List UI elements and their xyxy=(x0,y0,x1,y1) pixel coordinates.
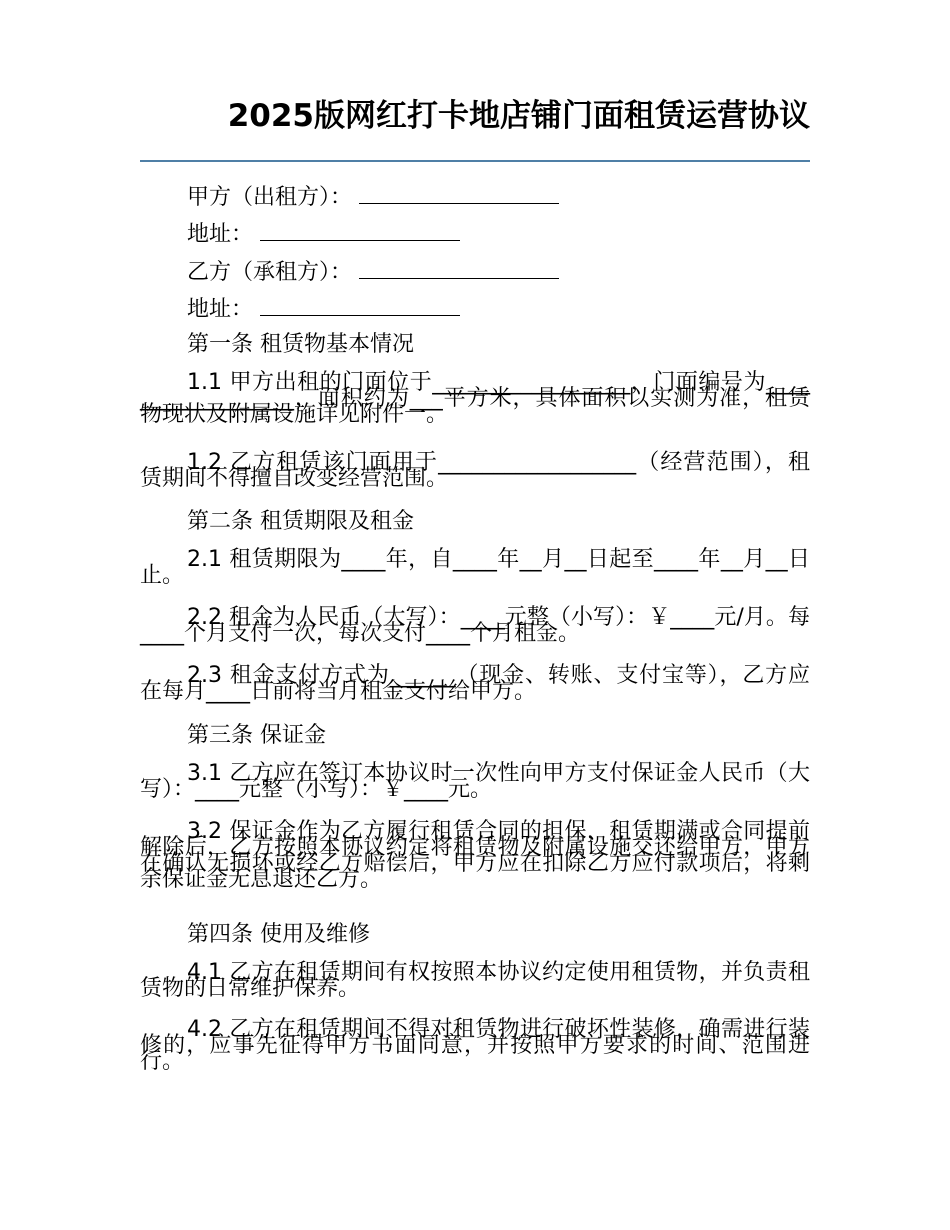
party-b-blank xyxy=(359,259,559,279)
paragraph-3-1: 3.1 乙方应在签订本协议时一次性向甲方支付保证金人民币（大写）：____元整（小写）：￥____元。 xyxy=(140,761,810,802)
party-a-line xyxy=(187,184,857,210)
title-divider xyxy=(140,160,810,162)
party-a-blank xyxy=(359,184,559,204)
party-b-address-blank xyxy=(260,296,460,316)
document-title: 2025版网红打卡地店铺门面租赁运营协议 xyxy=(227,98,810,134)
paragraph-1-1: 1.1 甲方出租的门面位于__________________，门面编号为__________________，面积约为___平方米，具体面积以实测为准，租赁物现状及附属设施详见附件一。 xyxy=(140,370,810,427)
article-3-heading: 第三条 保证金 xyxy=(187,723,326,748)
paragraph-3-2: 3.2 保证金作为乙方履行租赁合同的担保，租赁期满或合同提前解除后，乙方按照本协议约定将租赁物及附属设施交还给甲方，甲方在确认无损坏或经乙方赔偿后，甲方应在扣除乙方应付款项后，将剩余保证金无息退还乙方。 xyxy=(140,819,810,892)
article-4-heading: 第四条 使用及维修 xyxy=(187,922,370,947)
paragraph-2-3: 2.3 租金支付方式为______（现金、转账、支付宝等），乙方应在每月____日前将当月租金支付给甲方。 xyxy=(140,663,810,704)
article-1-heading: 第一条 租赁物基本情况 xyxy=(187,332,414,357)
party-b-label: 乙方（承租方）： xyxy=(187,260,353,285)
article-2-heading: 第二条 租赁期限及租金 xyxy=(187,509,414,534)
party-b-address-line xyxy=(187,296,857,322)
paragraph-1-2: 1.2 乙方租赁该门面用于__________________（经营范围），租赁期间不得擅自改变经营范围。 xyxy=(140,450,810,491)
paragraph-4-2: 4.2 乙方在租赁期间不得对租赁物进行破坏性装修，确需进行装修的，应事先征得甲方书面同意，并按照甲方要求的时间、范围进行。 xyxy=(140,1017,810,1074)
paragraph-2-1: 2.1 租赁期限为____年，自____年__月__日起至____年__月__日止。 xyxy=(140,547,810,588)
party-b-address-label: 地址： xyxy=(187,297,254,322)
paragraph-4-1: 4.1 乙方在租赁期间有权按照本协议约定使用租赁物，并负责租赁物的日常维护保养。 xyxy=(140,960,810,1001)
party-a-address-line xyxy=(187,221,857,247)
party-a-address-blank xyxy=(260,221,460,241)
paragraph-2-2: 2.2 租金为人民币（大写）：____元整（小写）：￥____元/月。每____个月支付一次，每次支付____个月租金。 xyxy=(140,605,810,646)
party-a-address-label: 地址： xyxy=(187,222,254,247)
party-b-line xyxy=(187,259,857,285)
party-a-label: 甲方（出租方）： xyxy=(187,185,353,210)
